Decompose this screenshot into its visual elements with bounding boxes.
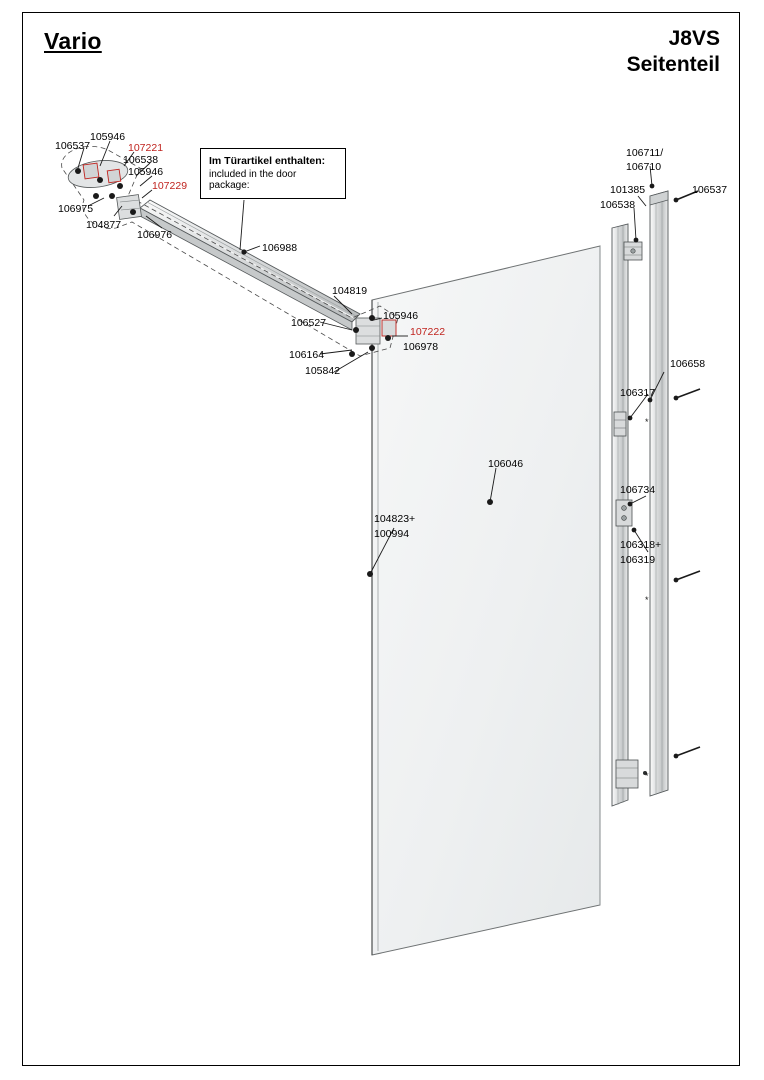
part-label-105946: 105946: [383, 310, 419, 322]
note-line-en: included in the door package:: [209, 169, 297, 191]
part-label-105946: 105946: [128, 166, 164, 178]
fitting-106317-bracket: [614, 412, 626, 436]
part-label-101385: 101385: [610, 184, 646, 196]
fitting-106538-bracket: [624, 242, 642, 260]
part-label-106658: 106658: [670, 358, 706, 370]
svg-text:*: *: [645, 595, 649, 605]
part-label-106164: 106164: [289, 349, 325, 361]
part-label-106046: 106046: [488, 458, 524, 470]
part-label-100994: 100994: [374, 528, 410, 540]
part-label-104819: 104819: [332, 285, 368, 297]
part-label-106734: 106734: [620, 484, 656, 496]
part-label-106988: 106988: [262, 242, 298, 254]
page-title: Vario: [44, 28, 102, 54]
part-label-107221: 107221: [128, 142, 164, 154]
part-label-106527: 106527: [291, 317, 327, 329]
part-label-106975: 106975: [58, 203, 94, 215]
asterisk-marks: [645, 417, 649, 781]
svg-text:*: *: [645, 771, 649, 781]
part-label-107229: 107229: [152, 180, 188, 192]
part-label-106711: 106711/: [626, 147, 664, 159]
part-label-106538: 106538: [600, 199, 636, 211]
part-label-106538: 106538: [123, 154, 159, 166]
part-label-106317: 106317: [620, 387, 656, 399]
model-subtitle: Seitenteil: [626, 52, 720, 76]
note-box: [200, 148, 346, 199]
part-label-105842: 105842: [305, 365, 341, 377]
part-label-106318: 106318+: [620, 539, 662, 551]
part-label-107222: 107222: [410, 326, 446, 338]
part-label-106710: 106710: [626, 161, 662, 173]
svg-text:*: *: [645, 417, 649, 427]
part-label-104877: 104877: [86, 219, 122, 231]
part-label-106976: 106976: [137, 229, 173, 241]
model-code: J8VS: [668, 27, 720, 50]
part-label-104823: 104823+: [374, 513, 416, 525]
fitting-lower-bracket: [616, 760, 647, 788]
top-bar-106988: [140, 200, 360, 330]
part-label-106537: 106537: [55, 140, 91, 152]
part-label-106978: 106978: [403, 341, 439, 353]
part-label-106319: 106319: [620, 554, 656, 566]
part-label-105946: 105946: [90, 131, 126, 143]
screws-right-column: [674, 191, 700, 758]
note-line-de: Im Türartikel enthalten:: [209, 155, 326, 167]
part-label-106537: 106537: [692, 184, 728, 196]
